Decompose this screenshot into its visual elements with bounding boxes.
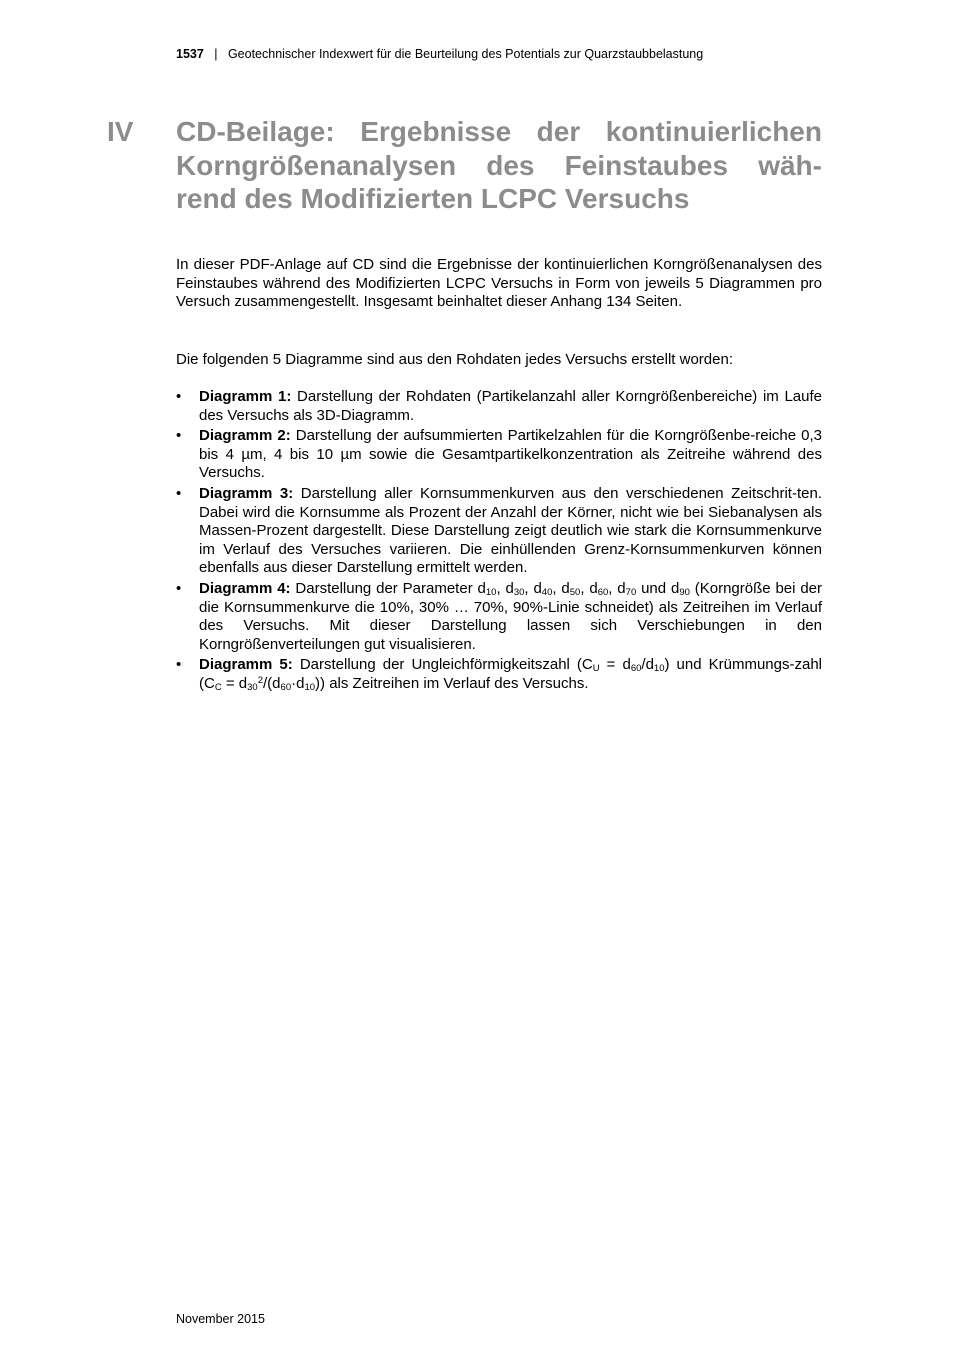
footer-date: November 2015 bbox=[176, 1312, 265, 1326]
bullet-icon: • bbox=[176, 579, 182, 597]
diagram-label: Diagramm 5: bbox=[199, 656, 293, 674]
diagram-description: Darstellung der Parameter $d_{10}$, $d_{30}$, $d_{40}$, $d_{50}$, $d_{60}$, $d_{70}$ und $d_{90}$ (Korngröße bei der die Kornsummenkurve die 10%, 30% … 70%, 90%-Linie schneidet) als Zeitreihen im Verlauf des Versuchs. Mit dieser Darstellung lassen sich Verschiebungen in den Korngrößenverteilungen gut visualisieren. bbox=[199, 579, 823, 653]
diagram-label: Diagramm 2: bbox=[199, 427, 291, 445]
diagram-label: Diagramm 3: bbox=[199, 484, 294, 502]
lead-paragraph: Die folgenden 5 Diagramme sind aus den Rohdaten jedes Versuchs erstellt worden: bbox=[176, 351, 733, 368]
bullet-icon: • bbox=[176, 427, 182, 445]
chapter-title-line: Korngrößenanalysen des Feinstaubes wäh- bbox=[176, 149, 822, 181]
intro-paragraph: In dieser PDF-Anlage auf CD sind die Ergebnisse der kontinuierlichen Korngrößenanalysen des Feinstaubes während des Modifizierten LCPC Versuchs in Form von jeweils 5 Diagrammen pro Versuch zusammengestellt. Insgesamt beinhaltet dieser Anhang 134 Seiten. bbox=[176, 256, 822, 311]
list-item bbox=[176, 388, 822, 425]
list-item bbox=[176, 656, 822, 693]
chapter-title-line: rend des Modifizierten LCPC Versuchs bbox=[176, 183, 690, 214]
bullet-icon: • bbox=[176, 484, 182, 502]
diagram-description: Darstellung der Ungleichförmigkeitszahl $(C_U = d_{60}/d_{10})$ und Krümmungs-zahl $(C_C = d_{30}^2/(d_{60}\cdot d_{10}))$ als Zeitreihen im Verlauf des Versuchs. bbox=[199, 656, 822, 693]
bullet-icon: • bbox=[176, 388, 182, 405]
diagram-description: Darstellung der aufsummierten Partikelzahlen für die Korngrößenbe-reiche 0,3 bis 4 µm, 4 bis 10 µm sowie die Gesamtpartikelkonzentration als Zeitreihe während des Versuchs. bbox=[199, 427, 822, 482]
running-header bbox=[176, 46, 822, 62]
list-item bbox=[176, 580, 822, 654]
page-number: 1537 bbox=[176, 47, 204, 61]
chapter-title bbox=[176, 115, 822, 216]
diagram-label: Diagramm 4: bbox=[199, 579, 291, 597]
chapter-number: IV bbox=[107, 116, 134, 147]
diagram-description: Darstellung aller Kornsummenkurven aus den verschiedenen Zeitschrit-ten. Dabei wird die Kornsumme als Prozent der Anzahl der Körner, nicht wie bei Siebanalysen als Massen-Prozent dargestellt. Diese Darstellung zeigt deutlich wie stark die Kornsummenkurve im Verlauf des Versuches variieren. Die einhüllenden Grenz-Kornsummenkurven können ebenfalls aus dieser Darstellung ermittelt werden. bbox=[199, 484, 822, 577]
bullet-icon: • bbox=[176, 656, 182, 674]
header-separator: | bbox=[214, 47, 218, 61]
list-item bbox=[176, 427, 822, 483]
chapter-title-line: CD-Beilage: Ergebnisse der kontinuierlichen bbox=[176, 116, 822, 147]
list-item bbox=[176, 485, 822, 578]
diagram-description: Darstellung der Rohdaten (Partikelanzahl aller Korngrößenbereiche) im Laufe des Versuchs als 3D-Diagramm. bbox=[199, 388, 822, 424]
diagram-list bbox=[176, 388, 822, 696]
diagram-label: Diagramm 1: bbox=[199, 388, 292, 405]
running-title: Geotechnischer Indexwert für die Beurteilung des Potentials zur Quarzstaubbelastung bbox=[227, 47, 704, 61]
